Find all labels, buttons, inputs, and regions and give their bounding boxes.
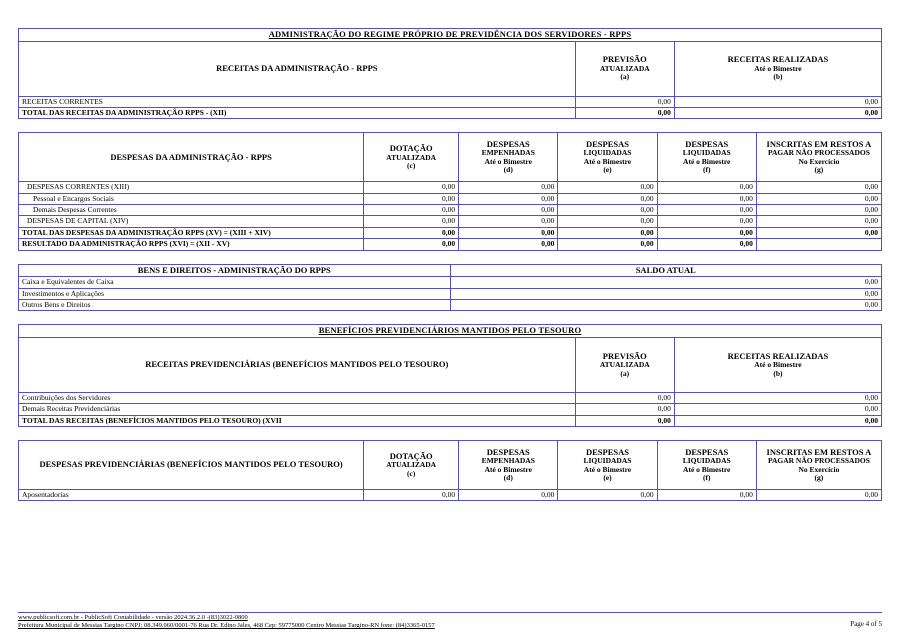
- row-value-d: 0,00: [459, 193, 558, 204]
- section5-col-liq1-sub: LIQUIDADAS: [583, 456, 632, 466]
- section2-col-liquidadas-e: [558, 133, 657, 182]
- row-value-b: 0,00: [674, 392, 881, 403]
- section5-col-liq2-ref: (f): [702, 472, 711, 482]
- section5-col-liq1-main: DESPESAS: [585, 446, 629, 457]
- table-row: [19, 288, 882, 299]
- row-value-d: 0,00: [459, 205, 558, 216]
- section5-col-inscritas-main: INSCRITAS EM RESTOS A: [766, 446, 872, 457]
- row-value-c: 0,00: [364, 239, 459, 250]
- section2-col-liq2-sub2: Até o Bimestre: [683, 156, 731, 166]
- row-value-d: 0,00: [459, 239, 558, 250]
- table-row-total: [19, 415, 882, 426]
- table-row: [19, 404, 882, 415]
- section2-col-liquidadas-f: [657, 133, 756, 182]
- section4-col-realizadas-sub: Até o Bimestre: [754, 360, 802, 370]
- row-label: TOTAL DAS DESPESAS DA ADMINISTRAÇÃO RPPS (XV) = (XIII + XIV): [19, 227, 364, 238]
- section1-col-previsao-sub: ATUALIZADA: [599, 63, 650, 73]
- section5-col-inscritas: [756, 441, 881, 490]
- section1-title: ADMINISTRAÇÃO DO REGIME PRÓPRIO DE PREVIDÊNCIA DOS SERVIDORES - RPPS: [19, 29, 882, 42]
- section2-col-liq2-sub: LIQUIDADAS: [682, 148, 731, 158]
- section1-col-realizadas: [674, 41, 881, 96]
- row-value-g: 0,00: [756, 227, 881, 238]
- section1-col-realizadas-sub: Até o Bimestre: [754, 63, 802, 73]
- section3-saldo-header: SALDO ATUAL: [450, 264, 882, 277]
- section3-header-row: [19, 264, 882, 277]
- row-value-d: 0,00: [459, 182, 558, 193]
- section5-col-dotacao-main: DOTAÇÃO: [389, 450, 433, 461]
- row-label: Demais Despesas Correntes: [19, 205, 364, 216]
- block-gap: [18, 311, 882, 324]
- row-value-f: 0,00: [657, 239, 756, 250]
- section1-receitas-header: RECEITAS DA ADMINISTRAÇÃO - RPPS: [19, 41, 576, 96]
- row-value-d: 0,00: [459, 490, 558, 501]
- section5-col-liquidadas-f: [657, 441, 756, 490]
- section2-col-empenhadas-ref: (d): [503, 165, 513, 175]
- section2-col-inscritas-sub2: No Exercício: [798, 156, 840, 166]
- section5-col-empenhadas-sub2: Até o Bimestre: [484, 464, 532, 474]
- table-row: [19, 96, 882, 107]
- section4-col-realizadas-main: RECEITAS REALIZADAS: [727, 350, 829, 361]
- section2-col-empenhadas: [459, 133, 558, 182]
- row-value-c: 0,00: [364, 205, 459, 216]
- section4-col-realizadas: [674, 337, 881, 392]
- table-beneficios-despesas: [18, 440, 882, 501]
- section5-col-liq1-sub2: Até o Bimestre: [583, 464, 632, 474]
- row-label: Demais Receitas Previdenciárias: [19, 404, 576, 415]
- section2-col-empenhadas-sub: EMPENHADAS: [481, 148, 535, 158]
- section5-col-empenhadas-main: DESPESAS: [486, 446, 530, 457]
- row-label: RECEITAS CORRENTES: [19, 96, 576, 107]
- section2-col-liq1-sub2: Até o Bimestre: [583, 156, 632, 166]
- row-value: 0,00: [450, 299, 882, 310]
- row-value: 0,00: [450, 277, 882, 288]
- row-value-c: 0,00: [364, 490, 459, 501]
- table-row: [19, 216, 882, 227]
- section5-col-inscritas-ref: (g): [814, 472, 824, 482]
- row-label: DESPESAS DE CAPITAL (XIV): [19, 216, 364, 227]
- section2-col-inscritas-main: INSCRITAS EM RESTOS A: [766, 138, 872, 149]
- table-row-total: [19, 239, 882, 250]
- row-value-d: 0,00: [459, 216, 558, 227]
- footer-page-number: Page 4 of 5: [850, 620, 882, 628]
- section5-col-empenhadas-sub: EMPENHADAS: [481, 456, 535, 466]
- row-value-f: 0,00: [657, 205, 756, 216]
- page-footer: [18, 612, 882, 629]
- table-row: [19, 193, 882, 204]
- footer-entity-line: Prefeitura Municipal de Messias Targino CNPJ: 08.349.060/0001-76 Rua Dr. Edino Jales, 468 Cep: 59775000 Centro Messias Targino-RN fone: (84)3365-0157: [18, 622, 435, 629]
- section5-col-liq2-sub: LIQUIDADAS: [682, 456, 731, 466]
- section4-col-previsao-ref: (a): [620, 368, 630, 378]
- row-value-a: 0,00: [575, 392, 674, 403]
- row-value-f: 0,00: [657, 193, 756, 204]
- row-value-a: 0,00: [575, 96, 674, 107]
- section5-col-inscritas-sub: PAGAR NÃO PROCESSADOS: [767, 456, 870, 466]
- section1-col-previsao: [575, 41, 674, 96]
- row-label: Investimentos e Aplicações: [19, 288, 451, 299]
- table-beneficios-receitas: [18, 324, 882, 427]
- section5-col-liq1-ref: (e): [603, 472, 612, 482]
- section1-col-previsao-ref: (a): [620, 72, 630, 82]
- footer-wrap: [18, 612, 882, 629]
- row-value-f: 0,00: [657, 227, 756, 238]
- section2-col-liq2-ref: (f): [702, 165, 711, 175]
- row-label: TOTAL DAS RECEITAS DA ADMINISTRAÇÃO RPPS - (XII): [19, 107, 576, 118]
- section4-header-row: [19, 337, 882, 392]
- row-value-g: 0,00: [756, 205, 881, 216]
- row-label: Outros Bens e Direitos: [19, 299, 451, 310]
- footer-software-line: www.publicsoft.com.br - PublicSoft Contabilidade - versão 2024.36.2.0 -(83)3022-0800: [18, 612, 882, 621]
- section2-col-dotacao-sub: ATUALIZADA: [386, 152, 437, 162]
- row-value-c: 0,00: [364, 227, 459, 238]
- section1-col-previsao-main: PREVISÃO: [602, 54, 647, 65]
- table-admin-rpps-despesas: [18, 132, 882, 250]
- section5-col-dotacao: [364, 441, 459, 490]
- row-label: Pessoal e Encargos Sociais: [19, 193, 364, 204]
- table-row: [19, 182, 882, 193]
- section5-col-liq2-sub2: Até o Bimestre: [683, 464, 731, 474]
- section2-col-inscritas: [756, 133, 881, 182]
- block-gap: [18, 119, 882, 132]
- row-value-g: 0,00: [756, 490, 881, 501]
- section5-col-empenhadas-ref: (d): [503, 472, 513, 482]
- row-value-a: 0,00: [575, 107, 674, 118]
- row-value-b: 0,00: [674, 415, 881, 426]
- section5-col-empenhadas: [459, 441, 558, 490]
- row-value-g: 0,00: [756, 182, 881, 193]
- row-value-c: 0,00: [364, 193, 459, 204]
- section4-col-previsao-sub: ATUALIZADA: [599, 360, 650, 370]
- row-value-a: 0,00: [575, 415, 674, 426]
- row-value-g: 0,00: [756, 193, 881, 204]
- section2-col-liq1-main: DESPESAS: [585, 138, 629, 149]
- row-label: RESULTADO DA ADMINISTRAÇÃO RPPS (XVI) = (XII - XV): [19, 239, 364, 250]
- section2-col-inscritas-ref: (g): [814, 165, 824, 175]
- row-value-e: 0,00: [558, 182, 657, 193]
- table-row: [19, 277, 882, 288]
- section1-header-row: [19, 41, 882, 96]
- section5-despesas-header: DESPESAS PREVIDENCIÁRIAS (BENEFÍCIOS MANTIDOS PELO TESOURO): [19, 441, 364, 490]
- row-value-b: 0,00: [674, 404, 881, 415]
- table-row-total: [19, 107, 882, 118]
- section5-header-row: [19, 441, 882, 490]
- section4-col-previsao: [575, 337, 674, 392]
- section4-title: BENEFÍCIOS PREVIDENCIÁRIOS MANTIDOS PELO TESOURO: [19, 325, 882, 338]
- row-value-a: 0,00: [575, 404, 674, 415]
- table-bens-direitos: [18, 264, 882, 312]
- section2-col-empenhadas-main: DESPESAS: [486, 138, 530, 149]
- section5-col-liquidadas-e: [558, 441, 657, 490]
- section2-despesas-header: DESPESAS DA ADMINISTRAÇÃO - RPPS: [19, 133, 364, 182]
- section2-header-row: [19, 133, 882, 182]
- block-gap: [18, 427, 882, 440]
- report-sheet: [18, 28, 882, 501]
- row-value-b: 0,00: [674, 107, 881, 118]
- row-value-f: 0,00: [657, 490, 756, 501]
- section5-col-dotacao-sub: ATUALIZADA: [386, 460, 437, 470]
- section4-col-realizadas-ref: (b): [773, 368, 783, 378]
- row-label: Caixa e Equivalentes de Caixa: [19, 277, 451, 288]
- table-row: [19, 490, 882, 501]
- row-value-d: 0,00: [459, 227, 558, 238]
- row-label: DESPESAS CORRENTES (XIII): [19, 182, 364, 193]
- block-gap: [18, 251, 882, 264]
- row-value-f: 0,00: [657, 216, 756, 227]
- section1-col-realizadas-ref: (b): [773, 72, 783, 82]
- row-value-b: 0,00: [674, 96, 881, 107]
- section5-col-inscritas-sub2: No Exercício: [798, 464, 840, 474]
- row-label: Contribuições dos Servidores: [19, 392, 576, 403]
- section2-col-liq2-main: DESPESAS: [685, 138, 729, 149]
- section5-col-liq2-main: DESPESAS: [685, 446, 729, 457]
- row-value-e: 0,00: [558, 490, 657, 501]
- row-value-c: 0,00: [364, 182, 459, 193]
- row-label: Aposentadorias: [19, 490, 364, 501]
- table-row: [19, 299, 882, 310]
- row-value-c: 0,00: [364, 216, 459, 227]
- row-value-g: 0,00: [756, 216, 881, 227]
- row-value-e: 0,00: [558, 216, 657, 227]
- row-value-e: 0,00: [558, 239, 657, 250]
- section2-col-liq1-sub: LIQUIDADAS: [583, 148, 632, 158]
- row-value: 0,00: [450, 288, 882, 299]
- row-value-e: 0,00: [558, 205, 657, 216]
- section4-title-row: [19, 325, 882, 338]
- section2-col-dotacao: [364, 133, 459, 182]
- row-value-f: 0,00: [657, 182, 756, 193]
- row-value-e: 0,00: [558, 227, 657, 238]
- section1-col-realizadas-main: RECEITAS REALIZADAS: [727, 54, 829, 65]
- table-row: [19, 392, 882, 403]
- section5-col-dotacao-ref: (c): [407, 468, 416, 478]
- table-row: [19, 205, 882, 216]
- section2-col-dotacao-main: DOTAÇÃO: [389, 143, 433, 154]
- table-admin-rpps-receitas: [18, 28, 882, 119]
- row-value-g: [756, 239, 881, 250]
- section4-receitas-header: RECEITAS PREVIDENCIÁRIAS (BENEFÍCIOS MANTIDOS PELO TESOURO): [19, 337, 576, 392]
- row-label: TOTAL DAS RECEITAS (BENEFÍCIOS MANTIDOS PELO TESOURO) (XVII: [19, 415, 576, 426]
- section2-col-empenhadas-sub2: Até o Bimestre: [484, 156, 532, 166]
- table-row-total: [19, 227, 882, 238]
- section2-col-liq1-ref: (e): [603, 165, 612, 175]
- section1-title-row: [19, 29, 882, 42]
- row-value-e: 0,00: [558, 193, 657, 204]
- section4-col-previsao-main: PREVISÃO: [602, 350, 647, 361]
- section2-col-dotacao-ref: (c): [407, 161, 416, 171]
- section2-col-inscritas-sub: PAGAR NÃO PROCESSADOS: [767, 148, 870, 158]
- section3-bens-header: BENS E DIREITOS - ADMINISTRAÇÃO DO RPPS: [19, 264, 451, 277]
